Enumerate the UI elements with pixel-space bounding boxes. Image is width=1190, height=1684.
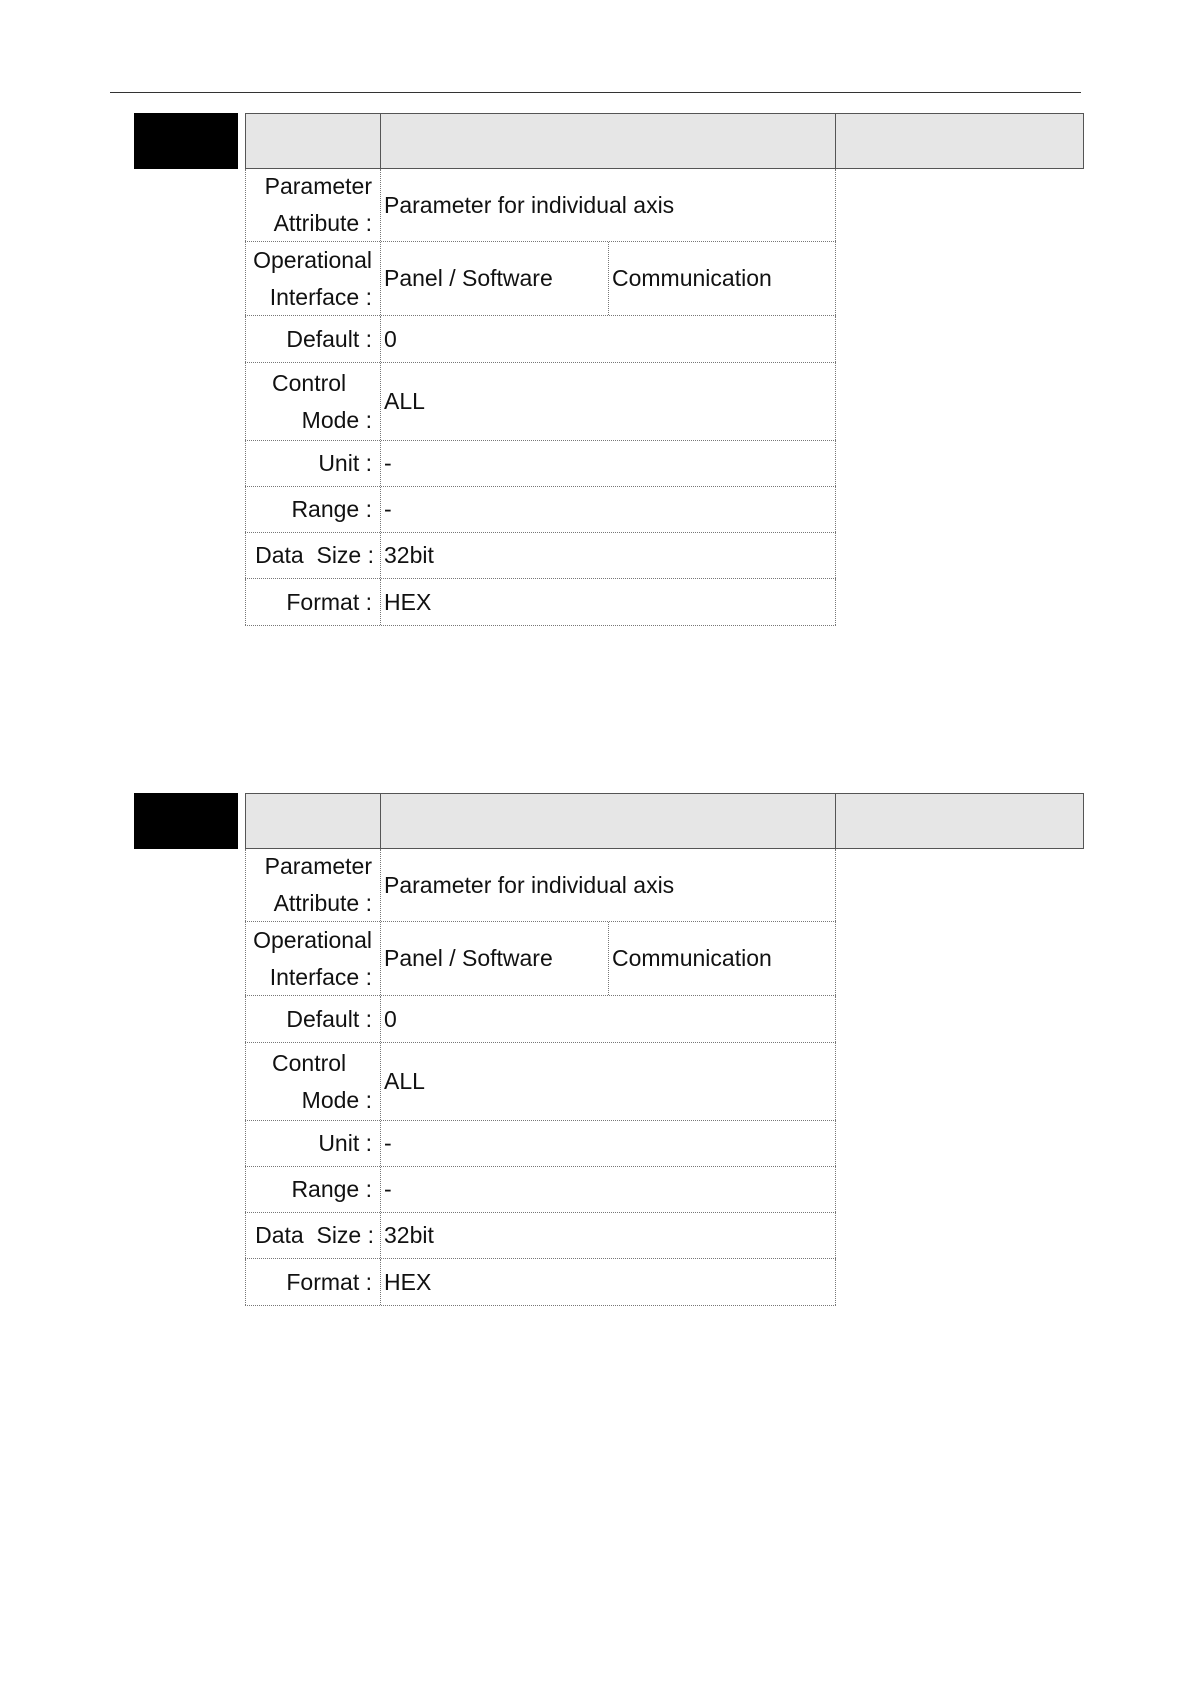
format-label-text: Format : [286,588,372,615]
interface-row [245,242,836,316]
interface-label-line2: Interface : [269,283,372,310]
format-row [245,1259,836,1306]
default-label [245,996,381,1042]
data-size-value: 32bit [381,1213,836,1258]
header-address-cell [836,113,1084,169]
default-label-text: Default : [286,325,372,352]
control-mode-label-line2: Mode : [301,1086,372,1113]
control-mode-row [245,363,836,441]
attribute-value: Parameter for individual axis [381,849,836,921]
data-size-label-text: Data Size : [255,542,374,568]
unit-row [245,1121,836,1167]
default-value: 0 [381,316,836,362]
interface-label [245,242,381,315]
range-label [245,487,381,532]
range-row [245,1167,836,1213]
unit-label-text: Unit : [318,450,372,476]
data-size-label [245,1213,381,1258]
unit-value: - [381,441,836,486]
parameter-info-table [245,169,836,626]
control-mode-label [245,363,381,440]
range-label-text: Range : [291,1176,372,1202]
format-row [245,579,836,626]
control-mode-label [245,1043,381,1120]
control-mode-value: ALL [381,1043,836,1120]
control-mode-value: ALL [381,363,836,440]
control-mode-label-line1: Control [272,1049,347,1076]
attribute-row [245,849,836,922]
format-label-text: Format : [286,1268,372,1295]
interface-label-line1: Operational [253,246,372,273]
parameter-code-tab [134,793,238,849]
attribute-value: Parameter for individual axis [381,169,836,241]
control-mode-row [245,1043,836,1121]
parameter-header-row [245,793,1084,849]
range-value: - [381,487,836,532]
interface-panel-value: Panel / Software [381,922,609,995]
parameter-info-table [245,849,836,1306]
attribute-label-line1: Parameter [264,853,372,879]
range-value: - [381,1167,836,1212]
interface-values [381,922,836,995]
interface-panel-value: Panel / Software [381,242,609,315]
page-top-rule [110,92,1081,93]
format-label [245,579,381,625]
range-label [245,1167,381,1212]
range-label-text: Range : [291,496,372,522]
interface-label [245,922,381,995]
default-value: 0 [381,996,836,1042]
control-mode-label-line1: Control [272,369,347,396]
default-label-text: Default : [286,1005,372,1032]
interface-values [381,242,836,315]
attribute-row [245,169,836,242]
parameter-code-tab [134,113,238,169]
header-code-cell [245,793,381,849]
data-size-row [245,533,836,579]
range-row [245,487,836,533]
interface-communication-value: Communication [612,945,772,971]
format-value: HEX [381,1259,836,1305]
control-mode-label-line2: Mode : [301,406,372,433]
header-address-cell [836,793,1084,849]
data-size-row [245,1213,836,1259]
unit-label [245,1121,381,1166]
default-row [245,316,836,363]
format-label [245,1259,381,1305]
unit-value: - [381,1121,836,1166]
data-size-value: 32bit [381,533,836,578]
format-value: HEX [381,579,836,625]
interface-communication-value: Communication [612,265,772,291]
unit-row [245,441,836,487]
attribute-label-line2: Attribute : [273,890,372,916]
data-size-label-text: Data Size : [255,1222,374,1248]
unit-label [245,441,381,486]
parameter-header-row [245,113,1084,169]
unit-label-text: Unit : [318,1130,372,1156]
attribute-label-line1: Parameter [264,173,372,199]
interface-label-line1: Operational [253,926,372,953]
header-name-cell [381,793,836,849]
header-name-cell [381,113,836,169]
attribute-label [245,169,381,241]
data-size-label [245,533,381,578]
header-code-cell [245,113,381,169]
interface-label-line2: Interface : [269,963,372,990]
attribute-label-line2: Attribute : [273,210,372,236]
default-row [245,996,836,1043]
attribute-label [245,849,381,921]
interface-row [245,922,836,996]
default-label [245,316,381,362]
